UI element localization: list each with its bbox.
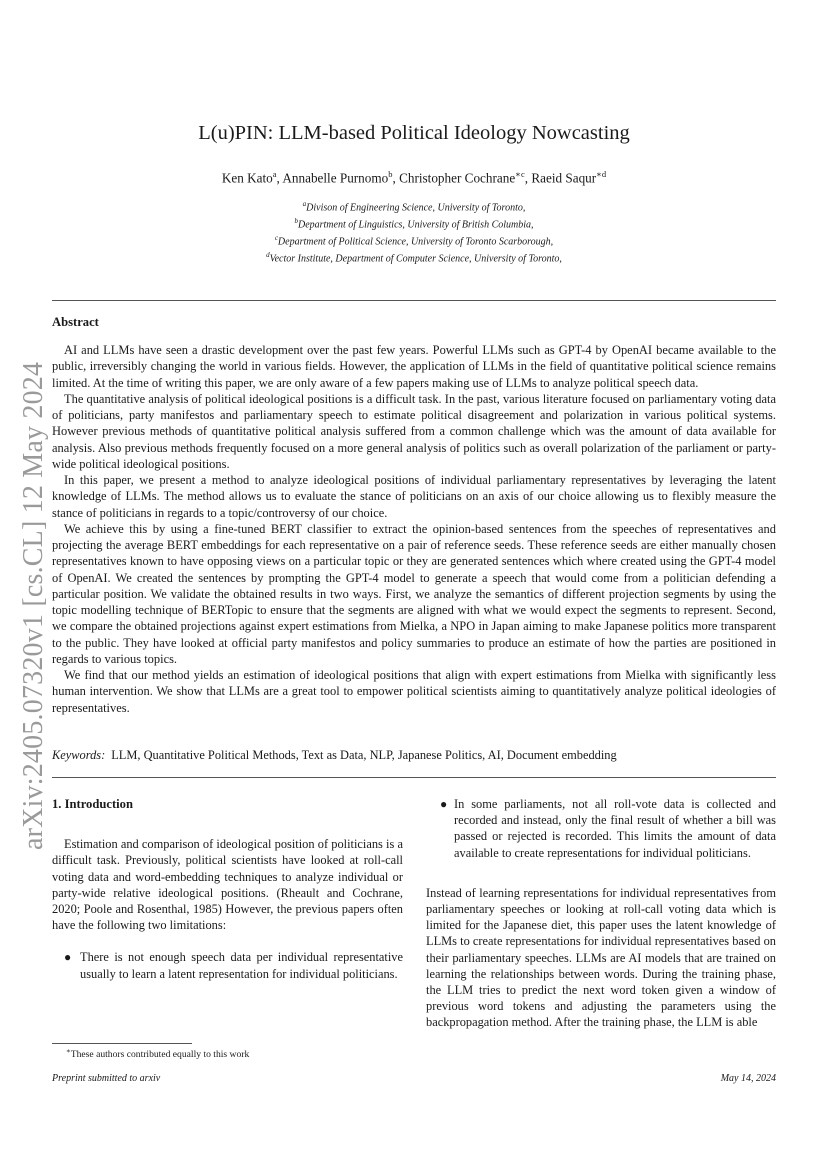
affiliation bbox=[52, 232, 776, 249]
abstract-paragraph: The quantitative analysis of political ideological positions is a difficult task. In the past, various literature focused on parliamentary voting data of politicians, party manifestos and parliamentary speech to estimate political disagreement and polarization in various political systems. However previous methods of quantitative political analysis suffered from a common challenge which was the amount of data available for analysis. Also previous methods frequently focused on a more general analysis of politics such as overall polarization of the parliament or party-wide political ideological positions. bbox=[52, 391, 776, 471]
affiliation-mark: a bbox=[302, 200, 307, 208]
arxiv-identifier: arXiv:2405.07320v1 [cs.CL] 12 May 2024 bbox=[18, 361, 49, 850]
author-separator: , bbox=[524, 170, 532, 186]
top-divider bbox=[52, 300, 776, 301]
list-item-text: In some parliaments, not all roll-vote data is collected and recorded and instead, only the final result of whether a bill was passed or rejected is recorded. This limits the amount of data available to create representations for individual politicians. bbox=[454, 797, 776, 860]
intro-paragraph: Estimation and comparison of ideological position of politicians is a difficult task. Previously, political scientists have looked at roll-call voting data and word-embedding techniques to analyze individual or party-wide relative ideological positions. (Rheault and Cochrane, 2020; Poole and Rosenthal, 1985) However, the previous papers often have the following two limitations: bbox=[52, 837, 403, 933]
footer-left: Preprint submitted to arxiv bbox=[52, 1073, 161, 1084]
abstract-paragraph: In this paper, we present a method to analyze ideological positions of individual parliamentary representatives by leveraging the latent knowledge of LLMs. The method allows us to evaluate the stance of politicians on an axis of our choice allowing us to flexibly measure the stance of politicians in regards to a topic/controversy of our choice. bbox=[52, 473, 776, 520]
affiliation-text: Department of Linguistics, University of British Columbia, bbox=[297, 219, 534, 231]
abstract-paragraph: AI and LLMs have seen a drastic development over the past few years. Powerful LLMs such as GPT-4 by OpenAI became available to the public, irreversibly changing the world in various fields. However, the application of LLMs in the field of quantitative political science remains limited. At the time of writing this paper, we are only aware of a few papers making use of LLMs to analyze political speech data. bbox=[52, 343, 776, 390]
author-affil-mark: ∗d bbox=[596, 169, 607, 179]
list-item bbox=[426, 796, 776, 861]
keywords-text: LLM, Quantitative Political Methods, Text as Data, NLP, Japanese Politics, AI, Document embedding bbox=[111, 748, 617, 762]
author-affil-mark: a bbox=[272, 169, 277, 179]
section-heading-introduction: 1. Introduction bbox=[52, 797, 133, 811]
paper-title: L(u)PIN: LLM-based Political Ideology Nowcasting bbox=[198, 122, 630, 144]
abstract-paragraph: We find that our method yields an estimation of ideological positions that align with expert estimations from Mielka with significantly less human intervention. We show that LLMs are a great tool to empower political scientists aiming to quantitatively analyze political ideologies of representatives. bbox=[52, 668, 776, 715]
keywords-line bbox=[52, 748, 776, 763]
affiliation bbox=[52, 249, 776, 266]
footer-date: May 14, 2024 bbox=[720, 1073, 776, 1084]
list-item bbox=[52, 949, 403, 981]
author-separator: , bbox=[276, 170, 283, 186]
abstract-paragraph: We achieve this by using a fine-tuned BERT classifier to extract the opinion-based sentences from the speeches of representatives and projecting the average BERT embeddings for each representative on a pair of reference seeds. These reference seeds are either manually chosen representatives known to have opposing views on a particular topic or they are generated sentences which where created using the GPT-4 model of OpenAI. We created the sentences by prompting the GPT-4 model to generate a speech that would come from a politician defending a particular position. We validate the obtained results in two ways. First, we analyze the semantics of different projection segments by using the topic modelling technique of BERTopic to ensure that the segments are aligned with what we would expect the segments to represent. Second, we compare the obtained projections against expert estimations from Mielka, a NPO in Japan aiming to make Japanese politics more transparent to the public. They have looked at official party manifestos and policy summaries to produce an estimate of how the parties are positioned in regards to various topics. bbox=[52, 521, 776, 666]
affiliation-text: Department of Political Science, University of Toronto Scarborough, bbox=[277, 236, 554, 248]
limitations-list bbox=[52, 949, 403, 981]
affiliation-text: Divison of Engineering Science, University of Toronto, bbox=[306, 202, 526, 214]
author-name: Ken Kato bbox=[221, 170, 273, 186]
abstract-heading: Abstract bbox=[52, 315, 99, 329]
affiliation-list bbox=[52, 198, 776, 266]
left-column bbox=[52, 796, 403, 982]
keywords-divider bbox=[52, 777, 776, 778]
author-affil-mark: b bbox=[388, 169, 393, 179]
limitations-list-continued bbox=[426, 796, 776, 861]
footnote-text: These authors contributed equally to this work bbox=[70, 1049, 250, 1061]
intro-paragraph: Instead of learning representations for individual representatives from parliamentary speeches or looking at roll-call voting data which is limited for the Japanese diet, this paper uses the latent knowledge of LLMs to create representations for individual representatives based on their parliamentary speeches. LLMs are AI models that are trained on learning the relationships between words. During the training phase, the LLM tries to predict the next word token given a window of previous word tokens and adjusting the parameters using the backpropagation method. After the training phase, the LLM is able bbox=[426, 885, 776, 1030]
abstract-body bbox=[52, 342, 776, 716]
footnote bbox=[66, 1047, 249, 1060]
author-name: Raeid Saqur bbox=[531, 170, 597, 186]
footnote-mark: ∗ bbox=[66, 1047, 71, 1055]
affiliation-mark: d bbox=[266, 250, 270, 259]
keywords-label: Keywords: bbox=[52, 748, 106, 762]
author-list bbox=[52, 169, 776, 186]
affiliation-mark: c bbox=[274, 233, 278, 242]
author-affil-mark: ∗c bbox=[515, 169, 525, 179]
affiliation-mark: b bbox=[294, 216, 298, 225]
bullet-icon: ● bbox=[440, 797, 448, 811]
right-column bbox=[426, 796, 776, 1031]
bullet-icon: ● bbox=[64, 950, 72, 965]
footnote-rule bbox=[52, 1043, 192, 1044]
author-name: Annabelle Purnomo bbox=[282, 170, 389, 186]
author-separator: , bbox=[392, 170, 400, 186]
list-item-text: There is not enough speech data per individual representative usually to learn a latent representation for individual politicians. bbox=[80, 950, 403, 981]
affiliation bbox=[52, 215, 776, 232]
affiliation-text: Vector Institute, Department of Computer Science, University of Toronto, bbox=[269, 253, 562, 265]
affiliation bbox=[52, 198, 776, 215]
author-name: Christopher Cochrane bbox=[399, 170, 516, 186]
